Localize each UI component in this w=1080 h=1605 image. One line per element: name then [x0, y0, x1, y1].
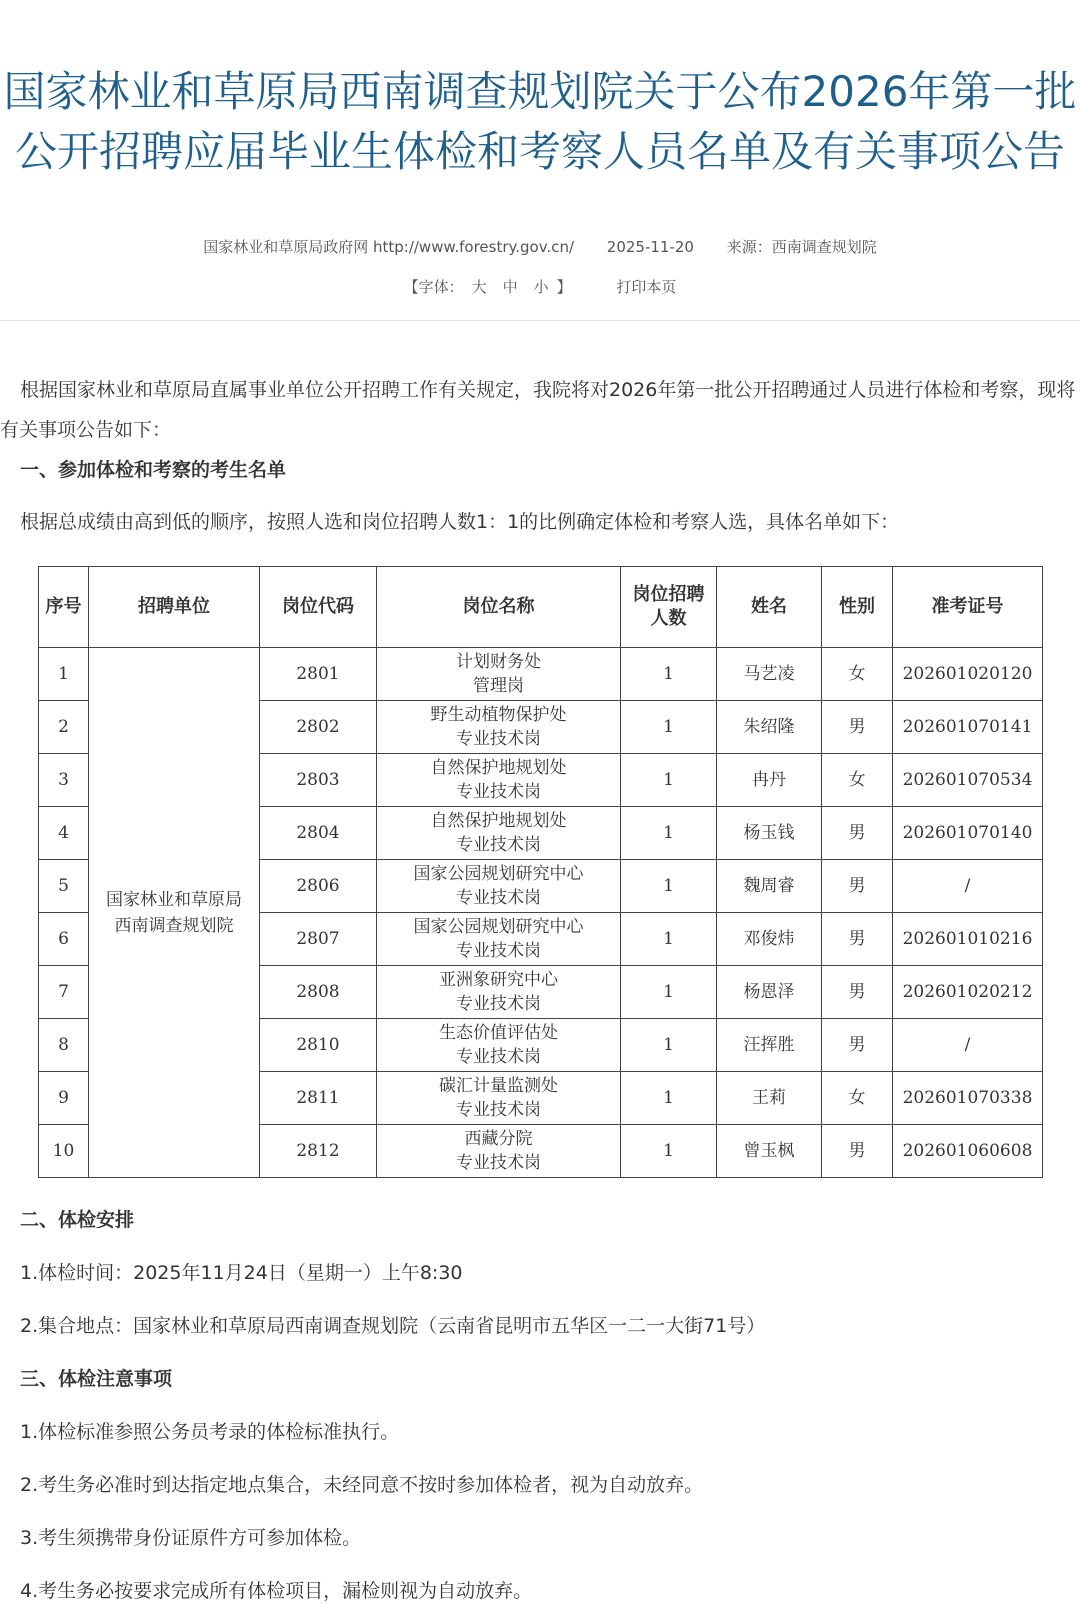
cell-name: 邓俊炜 — [717, 913, 822, 966]
cell-post — [377, 913, 621, 966]
post-line2: 管理岗 — [473, 676, 524, 696]
font-size-prefix: 【字体： — [403, 278, 464, 296]
cell-seq: 4 — [39, 807, 89, 860]
note-4: 4.考生务必按要求完成所有体检项目，漏检则视为自动放弃。 — [20, 1580, 533, 1602]
exam-time: 1.体检时间：2025年11月24日（星期一）上午8:30 — [20, 1262, 463, 1284]
header-count — [621, 567, 717, 648]
cell-code: 2806 — [260, 860, 377, 913]
post-line2: 专业技术岗 — [456, 941, 541, 961]
font-size-small-link[interactable]: 小 — [533, 278, 549, 296]
cell-seq: 1 — [39, 648, 89, 701]
cell-count: 1 — [621, 754, 717, 807]
cell-post — [377, 1125, 621, 1178]
header-seq: 序号 — [39, 567, 89, 648]
cell-ticket: 202601070534 — [893, 754, 1043, 807]
cell-code: 2803 — [260, 754, 377, 807]
cell-code: 2807 — [260, 913, 377, 966]
cell-code: 2802 — [260, 701, 377, 754]
section3-heading: 三、体检注意事项 — [20, 1368, 173, 1390]
cell-gender: 男 — [822, 701, 893, 754]
post-line1: 国家公园规划研究中心 — [413, 864, 584, 884]
post-line2: 专业技术岗 — [456, 994, 541, 1014]
header-unit: 招聘单位 — [89, 567, 260, 648]
section2-heading: 二、体检安排 — [20, 1209, 135, 1231]
cell-count: 1 — [621, 860, 717, 913]
cell-ticket: 202601070338 — [893, 1072, 1043, 1125]
cell-ticket: 202601010216 — [893, 913, 1043, 966]
post-line2: 专业技术岗 — [456, 782, 541, 802]
cell-ticket: / — [893, 1019, 1043, 1072]
cell-post — [377, 807, 621, 860]
cell-seq: 3 — [39, 754, 89, 807]
cell-seq: 8 — [39, 1019, 89, 1072]
source-label: 来源：西南调查规划院 — [726, 238, 877, 256]
header-count-line1: 岗位招聘 — [632, 584, 705, 605]
print-page-link[interactable]: 打印本页 — [616, 278, 677, 296]
cell-code: 2804 — [260, 807, 377, 860]
cell-name: 冉丹 — [717, 754, 822, 807]
header-code: 岗位代码 — [260, 567, 377, 648]
cell-seq: 5 — [39, 860, 89, 913]
cell-gender: 女 — [822, 754, 893, 807]
post-line1: 计划财务处 — [456, 652, 541, 672]
cell-count: 1 — [621, 913, 717, 966]
cell-post — [377, 1072, 621, 1125]
cell-post — [377, 1019, 621, 1072]
post-line2: 专业技术岗 — [456, 888, 541, 908]
cell-name: 曾玉枫 — [717, 1125, 822, 1178]
post-line1: 碳汇计量监测处 — [439, 1076, 558, 1096]
cell-name: 汪挥胜 — [717, 1019, 822, 1072]
unit-line2: 西南调查规划院 — [114, 915, 234, 936]
post-line1: 自然保护地规划处 — [430, 811, 567, 831]
cell-name: 王莉 — [717, 1072, 822, 1125]
cell-gender: 男 — [822, 1125, 893, 1178]
cell-count: 1 — [621, 966, 717, 1019]
header-ticket: 准考证号 — [893, 567, 1043, 648]
cell-post — [377, 966, 621, 1019]
cell-ticket: 202601020212 — [893, 966, 1043, 1019]
table-header-row — [39, 567, 1043, 648]
cell-post — [377, 701, 621, 754]
cell-post — [377, 754, 621, 807]
cell-seq: 9 — [39, 1072, 89, 1125]
article-meta — [0, 236, 1080, 257]
cell-gender: 男 — [822, 807, 893, 860]
header-name: 姓名 — [717, 567, 822, 648]
intro-paragraph: 根据国家林业和草原局直属事业单位公开招聘工作有关规定，我院将对2026年第一批公开招聘通过人员进行体检和考察，现将有关事项公告如下： — [0, 379, 1076, 441]
cell-ticket: / — [893, 860, 1043, 913]
cell-gender: 男 — [822, 860, 893, 913]
cell-code: 2811 — [260, 1072, 377, 1125]
post-line2: 专业技术岗 — [456, 835, 541, 855]
post-line1: 自然保护地规划处 — [430, 758, 567, 778]
cell-count: 1 — [621, 807, 717, 860]
unit-line1: 国家林业和草原局 — [106, 889, 242, 910]
cell-gender: 女 — [822, 1072, 893, 1125]
header-gender: 性别 — [822, 567, 893, 648]
font-size-medium-link[interactable]: 中 — [502, 278, 518, 296]
header-post: 岗位名称 — [377, 567, 621, 648]
table-row — [39, 648, 1043, 701]
note-3: 3.考生须携带身份证原件方可参加体检。 — [20, 1527, 362, 1549]
cell-post — [377, 860, 621, 913]
post-line1: 野生动植物保护处 — [430, 705, 567, 725]
font-size-large-link[interactable]: 大 — [471, 278, 487, 296]
cell-ticket: 202601070140 — [893, 807, 1043, 860]
font-size-switcher — [404, 278, 572, 296]
post-line1: 生态价值评估处 — [439, 1023, 558, 1043]
cell-count: 1 — [621, 1125, 717, 1178]
cell-name: 杨恩泽 — [717, 966, 822, 1019]
section1-text: 根据总成绩由高到低的顺序，按照人选和岗位招聘人数1：1的比例确定体检和考察人选，具体名单如下： — [20, 511, 900, 533]
cell-gender: 男 — [822, 913, 893, 966]
cell-seq: 10 — [39, 1125, 89, 1178]
cell-unit — [89, 648, 260, 1178]
font-size-suffix: 】 — [556, 278, 572, 296]
publish-date: 2025-11-20 — [606, 238, 694, 256]
cell-ticket: 202601060608 — [893, 1125, 1043, 1178]
cell-count: 1 — [621, 1072, 717, 1125]
article-title-line2: 公开招聘应届毕业生体检和考察人员名单及有关事项公告 — [14, 127, 1065, 176]
cell-name: 马艺凌 — [717, 648, 822, 701]
post-line1: 国家公园规划研究中心 — [413, 917, 584, 937]
cell-count: 1 — [621, 1019, 717, 1072]
cell-code: 2810 — [260, 1019, 377, 1072]
post-line2: 专业技术岗 — [456, 1047, 541, 1067]
post-line1: 亚洲象研究中心 — [439, 970, 558, 990]
cell-ticket: 202601020120 — [893, 648, 1043, 701]
article-title-line1: 国家林业和草原局西南调查规划院关于公布2026年第一批 — [3, 67, 1077, 116]
cell-name: 魏周睿 — [717, 860, 822, 913]
cell-seq: 7 — [39, 966, 89, 1019]
cell-seq: 2 — [39, 701, 89, 754]
cell-ticket: 202601070141 — [893, 701, 1043, 754]
cell-code: 2812 — [260, 1125, 377, 1178]
divider — [0, 320, 1080, 321]
cell-code: 2801 — [260, 648, 377, 701]
section1-heading: 一、参加体检和考察的考生名单 — [20, 459, 287, 481]
cell-count: 1 — [621, 648, 717, 701]
post-line1: 西藏分院 — [464, 1129, 533, 1149]
note-2: 2.考生务必准时到达指定地点集合，未经同意不按时参加体检者，视为自动放弃。 — [20, 1474, 704, 1496]
cell-code: 2808 — [260, 966, 377, 1019]
header-count-line2: 人数 — [650, 608, 687, 629]
cell-post — [377, 648, 621, 701]
post-line2: 专业技术岗 — [456, 1100, 541, 1120]
cell-name: 朱绍隆 — [717, 701, 822, 754]
note-1: 1.体检标准参照公务员考录的体检标准执行。 — [20, 1421, 400, 1443]
cell-gender: 女 — [822, 648, 893, 701]
post-line2: 专业技术岗 — [456, 729, 541, 749]
article-title — [0, 62, 1080, 182]
cell-name: 杨玉钱 — [717, 807, 822, 860]
exam-place: 2.集合地点：国家林业和草原局西南调查规划院（云南省昆明市五华区一二一大街71号） — [20, 1315, 766, 1337]
cell-gender: 男 — [822, 966, 893, 1019]
post-line2: 专业技术岗 — [456, 1153, 541, 1173]
candidate-table — [38, 566, 1043, 1178]
cell-count: 1 — [621, 701, 717, 754]
cell-gender: 男 — [822, 1019, 893, 1072]
article-tools — [0, 276, 1080, 297]
cell-seq: 6 — [39, 913, 89, 966]
site-label: 国家林业和草原局政府网 http://www.forestry.gov.cn/ — [203, 238, 575, 256]
